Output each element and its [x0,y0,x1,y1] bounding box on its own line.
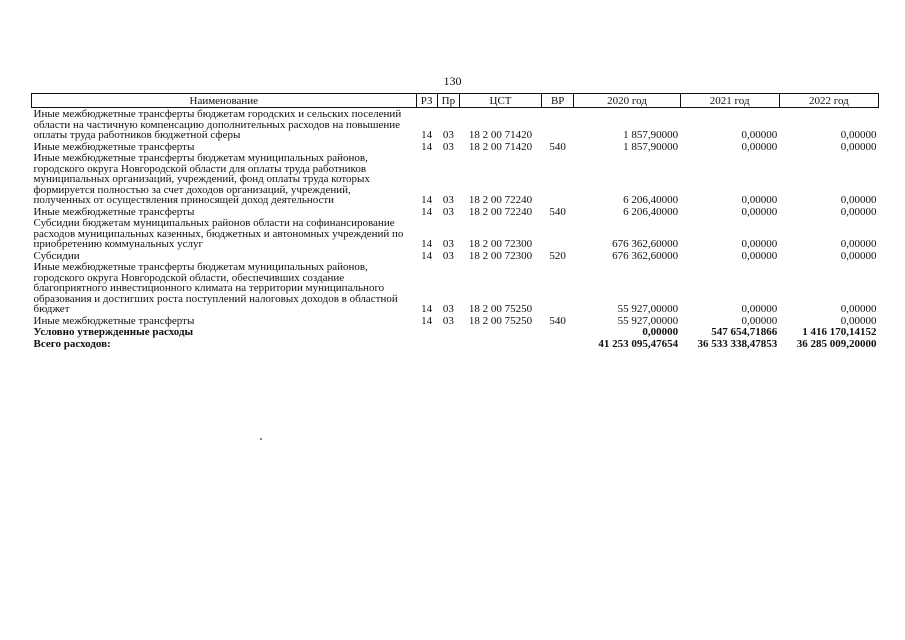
row-2020: 6 206,40000 [623,194,679,206]
row-name: Иные межбюджетные трансферты [33,205,195,218]
summary-row-total [32,338,879,350]
header-vr: ВР [541,94,573,108]
row-cst: 18 2 00 71420 [468,129,533,141]
row-2022: 0,00000 [840,194,877,206]
row-2021: 0,00000 [741,303,778,315]
empty-cell [460,326,542,338]
row-cst: 18 2 00 71420 [468,140,533,153]
row-rz: 14 [421,194,433,206]
summary-2020: 0,00000 [642,326,679,338]
table-row [32,261,879,315]
row-cst: 18 2 00 72300 [468,238,533,250]
row-2021: 0,00000 [741,205,778,218]
scan-speck [260,438,262,440]
row-name: Иные межбюджетные трансферты бюджетам муниципальных районов, городского округа Новгородской области для оплаты труда работников муниципальных организаций, учреждений, фонд оплаты труда которых формируется полностью за счет доходов организаций, учреждений, полученных от осуществления приносящей доход деятельности [33,152,370,206]
row-cst: 18 2 00 72240 [468,194,533,206]
row-2021: 0,00000 [741,129,778,141]
row-cst: 18 2 00 75250 [468,314,533,327]
row-2021: 0,00000 [741,238,778,250]
row-rz: 14 [421,249,433,262]
row-name: Субсидии [33,249,80,262]
row-name: Иные межбюджетные трансферты [33,140,195,153]
header-rz: РЗ [416,94,437,108]
row-vr: 540 [549,205,566,218]
row-pr: 03 [442,194,454,206]
total-2021: 36 533 338,47853 [697,337,778,350]
row-2020: 1 857,90000 [623,140,679,153]
summary-2022: 1 416 170,14152 [802,326,877,338]
row-cst: 18 2 00 75250 [468,303,533,315]
row-2022: 0,00000 [840,303,877,315]
row-2020: 676 362,60000 [612,238,679,250]
row-rz: 14 [421,314,433,327]
row-pr: 03 [442,238,454,250]
row-pr: 03 [442,205,454,218]
total-2020: 41 253 095,47654 [598,337,679,350]
header-cst: ЦСТ [460,94,542,108]
row-2020: 6 206,40000 [623,205,679,218]
row-vr [541,152,573,206]
table-row [32,206,879,218]
empty-cell [437,326,459,338]
header-2022: 2022 год [779,94,878,108]
row-2020: 55 927,00000 [617,303,679,315]
empty-cell [416,338,437,350]
row-rz: 14 [421,303,433,315]
row-cst: 18 2 00 72240 [468,205,533,218]
row-2022: 0,00000 [840,129,877,141]
row-vr [541,217,573,250]
row-rz: 14 [421,129,433,141]
page-number: 130 [443,74,462,88]
table-header-row [32,94,879,108]
table-row [32,108,879,141]
table-row [32,315,879,327]
header-pr: Пр [437,94,459,108]
total-name: Всего расходов: [33,337,111,350]
total-2022: 36 285 009,20000 [796,337,877,350]
row-2020: 55 927,00000 [617,314,679,327]
summary-2021: 547 654,71866 [711,326,778,338]
table-row [32,152,879,206]
row-pr: 03 [442,140,454,153]
row-vr: 520 [549,249,566,262]
row-vr: 540 [549,140,566,153]
row-2022: 0,00000 [840,140,877,153]
row-name: Иные межбюджетные трансферты бюджетам городских и сельских поселений области на частичную компенсацию дополнительных расходов на повышение оплаты труда работников бюджетной сферы [33,108,402,141]
header-2021: 2021 год [680,94,779,108]
row-vr [541,108,573,141]
table-row [32,217,879,250]
header-2020: 2020 год [574,94,680,108]
row-name: Субсидии бюджетам муниципальных районов области на софинансирование расходов муниципальных казенных, бюджетных и автономных учреждений по приобретению коммунальных услуг [33,217,404,250]
row-rz: 14 [421,238,433,250]
empty-cell [437,338,459,350]
budget-table [31,93,879,349]
row-2020: 1 857,90000 [623,129,679,141]
row-2022: 0,00000 [840,314,877,327]
table-row [32,141,879,153]
summary-name: Условно утвержденные расходы [33,326,194,338]
row-rz: 14 [421,205,433,218]
row-cst: 18 2 00 72300 [468,249,533,262]
row-2022: 0,00000 [840,249,877,262]
row-name: Иные межбюджетные трансферты бюджетам муниципальных районов, городского округа Новгородской области, обеспечивших создание благоприятного инвестиционного климата на территории муниципального образования и достигших роста поступлений налоговых доходов в областной бюджет [33,261,398,315]
row-vr: 540 [549,314,566,327]
row-2022: 0,00000 [840,205,877,218]
empty-cell [541,326,573,338]
row-2021: 0,00000 [741,314,778,327]
table-row [32,250,879,262]
empty-cell [416,326,437,338]
row-rz: 14 [421,140,433,153]
row-pr: 03 [442,314,454,327]
row-2021: 0,00000 [741,140,778,153]
empty-cell [460,338,542,350]
summary-row-conditional [32,326,879,338]
row-name: Иные межбюджетные трансферты [33,314,195,327]
row-vr [541,261,573,315]
row-pr: 03 [442,303,454,315]
row-2021: 0,00000 [741,194,778,206]
header-name: Наименование [32,94,417,108]
row-2022: 0,00000 [840,238,877,250]
row-2021: 0,00000 [741,249,778,262]
empty-cell [541,338,573,350]
row-pr: 03 [442,129,454,141]
row-2020: 676 362,60000 [612,249,679,262]
row-pr: 03 [442,249,454,262]
